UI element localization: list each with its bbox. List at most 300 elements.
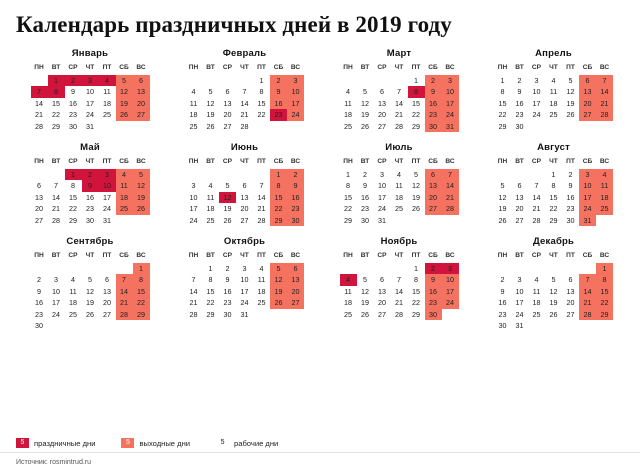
legend-item bbox=[16, 438, 95, 448]
day-cell-work: 21 bbox=[236, 109, 253, 121]
weekday-label: СБ bbox=[428, 252, 438, 259]
day-cell-work: 30 bbox=[31, 320, 48, 332]
legend-item bbox=[121, 438, 190, 448]
day-cell-work: 25 bbox=[528, 309, 545, 321]
day-cell-work: 22 bbox=[65, 203, 82, 215]
day-cell-weekend: 13 bbox=[133, 86, 150, 98]
weekday-label: ВС bbox=[599, 252, 610, 259]
day-cell-weekend: 21 bbox=[116, 297, 133, 309]
legend-item bbox=[216, 438, 278, 448]
day-cell-work: 6 bbox=[236, 180, 253, 192]
weekday-label: ЧТ bbox=[549, 252, 558, 259]
week-row bbox=[31, 121, 150, 133]
weekday-label: СБ bbox=[273, 158, 284, 165]
day-cell-holiday: 8 bbox=[408, 86, 425, 98]
day-cell-work: 18 bbox=[340, 109, 357, 121]
weekday-label: ПН bbox=[34, 64, 44, 71]
month-block bbox=[478, 236, 630, 332]
month-block bbox=[323, 142, 475, 226]
day-cell-weekend: 28 bbox=[442, 203, 459, 215]
weekday-header-row bbox=[494, 62, 613, 75]
weekday-label: ПН bbox=[343, 252, 353, 259]
month-table bbox=[31, 250, 150, 332]
empty-cell bbox=[287, 121, 304, 133]
day-cell-work: 23 bbox=[65, 109, 82, 121]
day-cell-work: 7 bbox=[391, 274, 408, 286]
month-table bbox=[185, 62, 304, 132]
day-cell-work: 19 bbox=[545, 297, 562, 309]
weekday-header-row bbox=[185, 62, 304, 75]
legend-swatch-weekend: 5 bbox=[121, 438, 134, 448]
day-cell-work: 30 bbox=[219, 309, 236, 321]
week-row bbox=[185, 75, 304, 87]
month-table bbox=[494, 156, 613, 226]
day-cell-weekend: 20 bbox=[579, 98, 596, 110]
day-cell-weekend: 1 bbox=[270, 169, 287, 181]
day-cell-work: 5 bbox=[202, 86, 219, 98]
empty-cell bbox=[391, 215, 408, 227]
day-cell-work: 23 bbox=[494, 309, 511, 321]
day-cell-weekend: 30 bbox=[425, 121, 442, 133]
weekday-label: ПТ bbox=[566, 158, 575, 165]
empty-cell bbox=[391, 75, 408, 87]
day-cell-weekend: 28 bbox=[116, 309, 133, 321]
day-cell-work: 20 bbox=[374, 297, 391, 309]
day-cell-work: 15 bbox=[202, 286, 219, 298]
day-cell-work: 14 bbox=[391, 286, 408, 298]
day-cell-work: 28 bbox=[391, 309, 408, 321]
day-cell-work: 4 bbox=[545, 75, 562, 87]
day-cell-weekend: 19 bbox=[133, 192, 150, 204]
day-cell-work: 14 bbox=[185, 286, 202, 298]
day-cell-work: 18 bbox=[99, 98, 116, 110]
empty-cell bbox=[236, 75, 253, 87]
day-cell-work: 22 bbox=[494, 109, 511, 121]
month-name: Август bbox=[537, 142, 570, 153]
weekday-label: СР bbox=[222, 158, 233, 165]
empty-cell bbox=[511, 169, 528, 181]
day-cell-work: 5 bbox=[82, 274, 99, 286]
day-cell-work: 23 bbox=[357, 203, 374, 215]
day-cell-work: 11 bbox=[253, 274, 270, 286]
week-row bbox=[31, 274, 150, 286]
day-cell-weekend: 20 bbox=[425, 192, 442, 204]
day-cell-work: 30 bbox=[65, 121, 82, 133]
day-cell-holiday: 4 bbox=[340, 274, 357, 286]
day-cell-work: 6 bbox=[31, 180, 48, 192]
month-name: Декабрь bbox=[532, 236, 575, 247]
day-cell-work: 30 bbox=[494, 320, 511, 332]
day-cell-work: 5 bbox=[494, 180, 511, 192]
day-cell-weekend: 5 bbox=[116, 75, 133, 87]
month-table bbox=[494, 250, 613, 332]
empty-cell bbox=[116, 215, 133, 227]
month-block bbox=[478, 48, 630, 132]
empty-cell bbox=[340, 263, 357, 275]
day-cell-work: 15 bbox=[408, 98, 425, 110]
day-cell-work: 27 bbox=[219, 121, 236, 133]
day-cell-work: 21 bbox=[528, 203, 545, 215]
day-cell-work: 3 bbox=[185, 180, 202, 192]
week-row bbox=[340, 192, 459, 204]
day-cell-weekend: 28 bbox=[596, 109, 613, 121]
empty-cell bbox=[133, 320, 150, 332]
day-cell-weekend: 25 bbox=[116, 203, 133, 215]
day-cell-weekend: 29 bbox=[596, 309, 613, 321]
day-cell-work: 11 bbox=[185, 98, 202, 110]
week-row bbox=[340, 274, 459, 286]
week-row bbox=[31, 75, 150, 87]
day-cell-weekend: 24 bbox=[287, 109, 304, 121]
day-cell-work: 26 bbox=[202, 121, 219, 133]
day-cell-weekend: 10 bbox=[442, 86, 459, 98]
empty-cell bbox=[185, 169, 202, 181]
day-cell-work: 6 bbox=[219, 86, 236, 98]
weekday-label: ВС bbox=[290, 158, 301, 165]
week-row bbox=[31, 192, 150, 204]
day-cell-work: 25 bbox=[202, 215, 219, 227]
day-cell-work: 9 bbox=[562, 180, 579, 192]
empty-cell bbox=[82, 320, 99, 332]
day-cell-weekend: 7 bbox=[442, 169, 459, 181]
day-cell-holiday: 4 bbox=[99, 75, 116, 87]
day-cell-work: 19 bbox=[357, 109, 374, 121]
weekday-label: СБ bbox=[273, 64, 284, 71]
weekday-label: ПТ bbox=[566, 252, 575, 259]
empty-cell bbox=[528, 169, 545, 181]
empty-cell bbox=[48, 320, 65, 332]
day-cell-work: 19 bbox=[202, 109, 219, 121]
day-cell-weekend: 25 bbox=[596, 203, 613, 215]
day-cell-work: 12 bbox=[562, 86, 579, 98]
weekday-label: СР bbox=[531, 158, 542, 165]
day-cell-work: 23 bbox=[82, 203, 99, 215]
month-name: Май bbox=[80, 142, 100, 153]
day-cell-work: 30 bbox=[82, 215, 99, 227]
day-cell-weekend: 15 bbox=[596, 286, 613, 298]
day-cell-work: 4 bbox=[185, 86, 202, 98]
day-cell-work: 9 bbox=[357, 180, 374, 192]
empty-cell bbox=[219, 75, 236, 87]
day-cell-work: 18 bbox=[202, 203, 219, 215]
day-cell-work: 22 bbox=[202, 297, 219, 309]
week-row bbox=[31, 320, 150, 332]
week-row bbox=[31, 98, 150, 110]
day-cell-holiday: 2 bbox=[65, 75, 82, 87]
weekday-label: ПН bbox=[343, 158, 353, 165]
day-cell-work: 9 bbox=[511, 86, 528, 98]
day-cell-holiday: 2 bbox=[425, 263, 442, 275]
day-cell-work: 21 bbox=[31, 109, 48, 121]
day-cell-holiday: 10 bbox=[99, 180, 116, 192]
day-cell-work: 12 bbox=[82, 286, 99, 298]
week-row bbox=[31, 215, 150, 227]
day-cell-weekend: 4 bbox=[596, 169, 613, 181]
weekday-label: СР bbox=[68, 158, 78, 165]
week-row bbox=[185, 169, 304, 181]
week-row bbox=[185, 274, 304, 286]
week-row bbox=[340, 180, 459, 192]
day-cell-work: 7 bbox=[236, 86, 253, 98]
day-cell-work: 27 bbox=[374, 121, 391, 133]
week-row bbox=[185, 121, 304, 133]
day-cell-weekend: 26 bbox=[270, 297, 287, 309]
day-cell-weekend: 19 bbox=[270, 286, 287, 298]
day-cell-work: 20 bbox=[562, 297, 579, 309]
day-cell-weekend: 27 bbox=[579, 109, 596, 121]
day-cell-work: 25 bbox=[65, 309, 82, 321]
day-cell-work: 14 bbox=[236, 98, 253, 110]
day-cell-work: 1 bbox=[408, 263, 425, 275]
month-name: Февраль bbox=[222, 48, 267, 59]
empty-cell bbox=[579, 121, 596, 133]
day-cell-weekend: 3 bbox=[579, 169, 596, 181]
week-row bbox=[494, 109, 613, 121]
month-table bbox=[185, 250, 304, 320]
day-cell-work: 6 bbox=[99, 274, 116, 286]
empty-cell bbox=[253, 309, 270, 321]
page-title: Календарь праздничных дней в 2019 году bbox=[16, 12, 452, 37]
day-cell-work: 11 bbox=[391, 180, 408, 192]
weekday-label: СБ bbox=[273, 252, 284, 259]
day-cell-work: 11 bbox=[99, 86, 116, 98]
day-cell-work: 9 bbox=[219, 274, 236, 286]
day-cell-work: 5 bbox=[219, 180, 236, 192]
day-cell-work: 27 bbox=[99, 309, 116, 321]
day-cell-work: 7 bbox=[48, 180, 65, 192]
day-cell-weekend: 10 bbox=[442, 274, 459, 286]
day-cell-holiday: 2 bbox=[82, 169, 99, 181]
empty-cell bbox=[545, 320, 562, 332]
day-cell-weekend: 3 bbox=[442, 75, 459, 87]
day-cell-work: 15 bbox=[545, 192, 562, 204]
week-row bbox=[494, 309, 613, 321]
day-cell-work: 1 bbox=[408, 75, 425, 87]
day-cell-weekend: 22 bbox=[270, 203, 287, 215]
day-cell-work: 2 bbox=[31, 274, 48, 286]
day-cell-work: 29 bbox=[202, 309, 219, 321]
day-cell-holiday: 1 bbox=[65, 169, 82, 181]
month-table bbox=[340, 250, 459, 320]
week-row bbox=[185, 98, 304, 110]
day-cell-work: 27 bbox=[562, 309, 579, 321]
day-cell-weekend: 6 bbox=[425, 169, 442, 181]
empty-cell bbox=[357, 75, 374, 87]
weekday-label: ПН bbox=[497, 252, 508, 259]
day-cell-work: 26 bbox=[494, 215, 511, 227]
day-cell-work: 20 bbox=[374, 109, 391, 121]
day-cell-weekend: 16 bbox=[270, 98, 287, 110]
day-cell-weekend: 19 bbox=[116, 98, 133, 110]
day-cell-work: 24 bbox=[82, 109, 99, 121]
day-cell-work: 4 bbox=[391, 169, 408, 181]
day-cell-work: 31 bbox=[236, 309, 253, 321]
weekday-label: ВТ bbox=[360, 252, 370, 259]
weekday-header-row bbox=[31, 250, 150, 263]
weekday-label: СБ bbox=[119, 158, 129, 165]
day-cell-work: 2 bbox=[219, 263, 236, 275]
day-cell-weekend: 4 bbox=[116, 169, 133, 181]
weekday-label: ЧТ bbox=[85, 64, 95, 71]
day-cell-work: 4 bbox=[202, 180, 219, 192]
week-row bbox=[494, 263, 613, 275]
day-cell-work: 21 bbox=[48, 203, 65, 215]
week-row bbox=[494, 203, 613, 215]
day-cell-weekend: 1 bbox=[596, 263, 613, 275]
day-cell-holiday: 7 bbox=[31, 86, 48, 98]
day-cell-weekend: 6 bbox=[133, 75, 150, 87]
day-cell-work: 11 bbox=[65, 286, 82, 298]
empty-cell bbox=[116, 263, 133, 275]
day-cell-work: 5 bbox=[408, 169, 425, 181]
month-block bbox=[169, 48, 321, 132]
weekday-header-row bbox=[340, 62, 459, 75]
empty-cell bbox=[185, 263, 202, 275]
empty-cell bbox=[82, 263, 99, 275]
day-cell-work: 29 bbox=[408, 309, 425, 321]
week-row bbox=[31, 109, 150, 121]
day-cell-weekend: 28 bbox=[579, 309, 596, 321]
day-cell-work: 6 bbox=[511, 180, 528, 192]
month-name: Июль bbox=[385, 142, 413, 153]
day-cell-work: 11 bbox=[202, 192, 219, 204]
day-cell-work: 2 bbox=[562, 169, 579, 181]
day-cell-holiday: 8 bbox=[48, 86, 65, 98]
day-cell-weekend: 10 bbox=[579, 180, 596, 192]
week-row bbox=[340, 75, 459, 87]
weekday-label: СР bbox=[68, 252, 78, 259]
day-cell-work: 23 bbox=[219, 297, 236, 309]
day-cell-weekend: 23 bbox=[425, 297, 442, 309]
day-cell-work: 30 bbox=[511, 121, 528, 133]
week-row bbox=[185, 109, 304, 121]
month-table bbox=[340, 62, 459, 132]
day-cell-work: 14 bbox=[48, 192, 65, 204]
day-cell-work: 20 bbox=[511, 203, 528, 215]
day-cell-holiday: 9 bbox=[82, 180, 99, 192]
month-name: Ноябрь bbox=[380, 236, 418, 247]
empty-cell bbox=[374, 263, 391, 275]
week-row bbox=[340, 215, 459, 227]
day-cell-work: 8 bbox=[65, 180, 82, 192]
weekday-header-row bbox=[494, 250, 613, 263]
week-row bbox=[494, 121, 613, 133]
day-cell-weekend: 15 bbox=[270, 192, 287, 204]
empty-cell bbox=[511, 263, 528, 275]
week-row bbox=[31, 297, 150, 309]
day-cell-work: 25 bbox=[99, 109, 116, 121]
day-cell-work: 7 bbox=[528, 180, 545, 192]
day-cell-work: 23 bbox=[562, 203, 579, 215]
day-cell-work: 22 bbox=[48, 109, 65, 121]
empty-cell bbox=[340, 75, 357, 87]
week-row bbox=[494, 169, 613, 181]
empty-cell bbox=[31, 75, 48, 87]
weekday-label: ПТ bbox=[257, 158, 266, 165]
day-cell-weekend: 21 bbox=[596, 98, 613, 110]
empty-cell bbox=[562, 121, 579, 133]
weekday-label: ВТ bbox=[515, 64, 524, 71]
month-block bbox=[169, 142, 321, 226]
day-cell-weekend: 16 bbox=[287, 192, 304, 204]
empty-cell bbox=[357, 263, 374, 275]
weekday-label: СР bbox=[68, 64, 78, 71]
weekday-label: ВТ bbox=[515, 252, 524, 259]
month-block bbox=[169, 236, 321, 332]
day-cell-weekend: 5 bbox=[133, 169, 150, 181]
empty-cell bbox=[253, 121, 270, 133]
day-cell-work: 9 bbox=[494, 286, 511, 298]
day-cell-work: 13 bbox=[374, 286, 391, 298]
day-cell-work: 20 bbox=[219, 109, 236, 121]
empty-cell bbox=[545, 263, 562, 275]
day-cell-holiday: 1 bbox=[48, 75, 65, 87]
empty-cell bbox=[65, 263, 82, 275]
day-cell-work: 19 bbox=[494, 203, 511, 215]
day-cell-weekend: 3 bbox=[287, 75, 304, 87]
month-block bbox=[323, 48, 475, 132]
day-cell-weekend: 20 bbox=[133, 98, 150, 110]
day-cell-work: 17 bbox=[48, 297, 65, 309]
day-cell-work: 11 bbox=[545, 86, 562, 98]
day-cell-work: 27 bbox=[511, 215, 528, 227]
day-cell-work: 20 bbox=[99, 297, 116, 309]
day-cell-work: 17 bbox=[185, 203, 202, 215]
day-cell-work: 13 bbox=[562, 286, 579, 298]
weekday-header-row bbox=[185, 250, 304, 263]
day-cell-weekend: 7 bbox=[116, 274, 133, 286]
day-cell-work: 26 bbox=[562, 109, 579, 121]
day-cell-work: 29 bbox=[494, 121, 511, 133]
day-cell-work: 16 bbox=[82, 192, 99, 204]
day-cell-work: 19 bbox=[562, 98, 579, 110]
empty-cell bbox=[185, 75, 202, 87]
day-cell-work: 25 bbox=[340, 121, 357, 133]
day-cell-weekend: 6 bbox=[287, 263, 304, 275]
weekday-label: СР bbox=[531, 252, 542, 259]
weekday-label: ПН bbox=[497, 158, 508, 165]
day-cell-work: 2 bbox=[494, 274, 511, 286]
weekday-header-row bbox=[494, 156, 613, 169]
week-row bbox=[340, 121, 459, 133]
day-cell-weekend: 2 bbox=[425, 75, 442, 87]
weekday-label: ПТ bbox=[102, 252, 112, 259]
day-cell-work: 11 bbox=[340, 98, 357, 110]
empty-cell bbox=[219, 169, 236, 181]
empty-cell bbox=[116, 121, 133, 133]
day-cell-work: 7 bbox=[391, 86, 408, 98]
empty-cell bbox=[31, 169, 48, 181]
day-cell-weekend: 8 bbox=[596, 274, 613, 286]
day-cell-work: 14 bbox=[528, 192, 545, 204]
day-cell-work: 17 bbox=[99, 192, 116, 204]
weekday-label: ПН bbox=[34, 158, 44, 165]
day-cell-weekend: 9 bbox=[425, 274, 442, 286]
day-cell-work: 20 bbox=[31, 203, 48, 215]
empty-cell bbox=[391, 263, 408, 275]
day-cell-work: 25 bbox=[391, 203, 408, 215]
empty-cell bbox=[596, 215, 613, 227]
day-cell-weekend: 16 bbox=[425, 286, 442, 298]
day-cell-holiday: 23 bbox=[270, 109, 287, 121]
week-row bbox=[31, 169, 150, 181]
empty-cell bbox=[99, 263, 116, 275]
empty-cell bbox=[270, 121, 287, 133]
day-cell-weekend: 2 bbox=[287, 169, 304, 181]
day-cell-weekend: 30 bbox=[287, 215, 304, 227]
day-cell-work: 28 bbox=[253, 215, 270, 227]
day-cell-work: 1 bbox=[494, 75, 511, 87]
